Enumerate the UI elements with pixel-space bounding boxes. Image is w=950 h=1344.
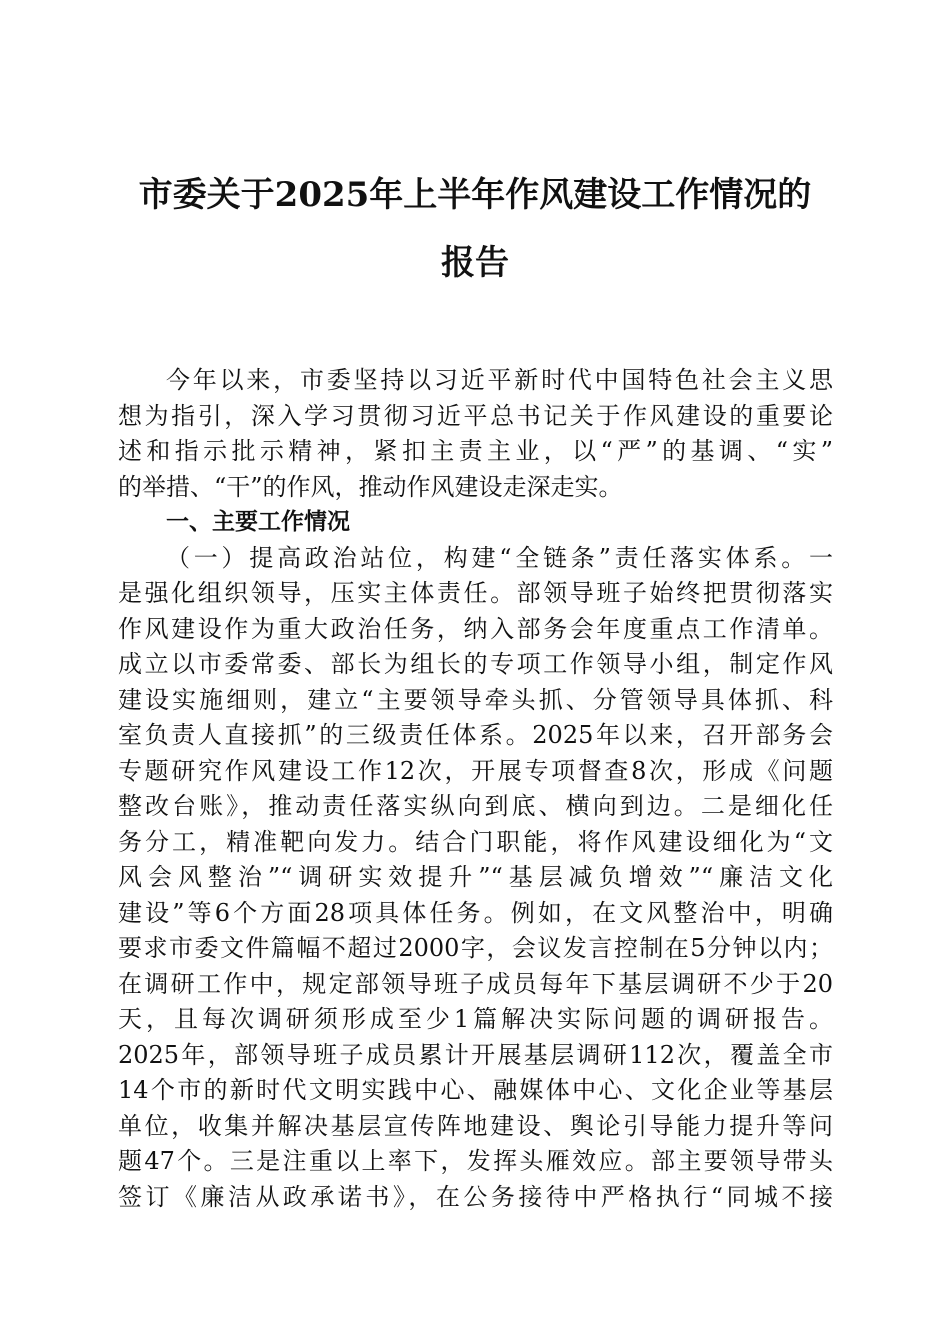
body-line: 务分工，精准靶向发力。结合门职能，将作风建设细化为“文	[118, 827, 833, 856]
body-line: 的举措、“干”的作风，推动作风建设走深走实。	[118, 472, 623, 501]
subsection-heading-line: （一）提高政治站位，构建“全链条”责任落实体系。一	[166, 543, 833, 572]
body-line: 在调研工作中，规定部领导班子成员每年下基层调研不少于20	[118, 969, 833, 998]
section-heading: 一、主要工作情况	[166, 509, 350, 535]
body-line: 想为指引，深入学习贯彻习近平总书记关于作风建设的重要论	[118, 401, 833, 430]
body-line: 述和指示批示精神，紧扣主责主业，以“严”的基调、“实”	[118, 437, 833, 465]
body-line: 成立以市委常委、部长为组长的专项工作领导小组，制定作风	[118, 650, 833, 678]
body-line: 签订《廉洁从政承诺书》，在公务接待中严格执行“同城不接	[118, 1182, 833, 1211]
body-line: 天，且每次调研须形成至少1篇解决实际问题的调研报告。	[118, 1005, 833, 1033]
body-line: 14个市的新时代文明实践中心、融媒体中心、文化企业等基层	[118, 1076, 833, 1104]
document-title-line-2: 报告	[441, 243, 509, 283]
body-line: 建设实施细则，建立“主要领导牵头抓、分管领导具体抓、科	[118, 685, 833, 714]
body-line: 2025年，部领导班子成员累计开展基层调研112次，覆盖全市	[118, 1040, 833, 1069]
document-title-line-1: 市委关于2025年上半年作风建设工作情况的	[138, 175, 812, 215]
body-line: 室负责人直接抓”的三级责任体系。2025年以来，召开部务会	[118, 721, 833, 749]
body-line: 作风建设作为重大政治任务，纳入部务会年度重点工作清单。	[118, 614, 833, 643]
document-body	[118, 363, 833, 1215]
body-line: 整改台账》，推动责任落实纵向到底、横向到边。二是细化任	[118, 792, 833, 820]
body-line: 单位，收集并解决基层宣传阵地建设、舆论引导能力提升等问	[118, 1111, 833, 1140]
body-line: 是强化组织领导，压实主体责任。部领导班子始终把贯彻落实	[118, 579, 833, 607]
body-line: 建设”等6个方面28项具体任务。例如，在文风整治中，明确	[118, 898, 833, 927]
body-line: 要求市委文件篇幅不超过2000字，会议发言控制在5分钟以内；	[118, 934, 833, 962]
body-line: 题47个。三是注重以上率下，发挥头雁效应。部主要领导带头	[118, 1147, 833, 1175]
body-line: 风会风整治”“调研实效提升”“基层减负增效”“廉洁文化	[118, 863, 833, 891]
body-line: 今年以来，市委坚持以习近平新时代中国特色社会主义思	[166, 366, 833, 394]
body-line: 专题研究作风建设工作12次，开展专项督查8次，形成《问题	[118, 756, 833, 785]
